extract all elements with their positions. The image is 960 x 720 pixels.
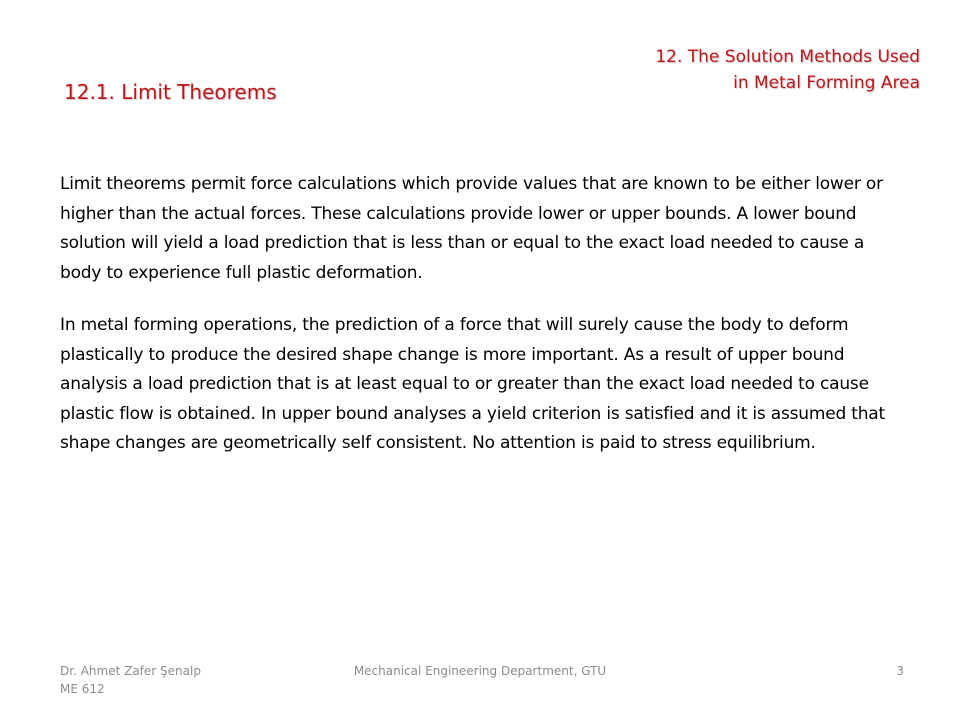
footer-author: Dr. Ahmet Zafer Şenalp xyxy=(60,664,201,678)
chapter-title xyxy=(560,44,920,96)
section-title: 12.1. Limit Theorems xyxy=(64,80,277,104)
chapter-title-line-1: 12. The Solution Methods Used xyxy=(655,47,920,67)
chapter-title-line-2: in Metal Forming Area xyxy=(733,73,920,93)
footer-page-number: 3 xyxy=(896,664,904,678)
footer-author-block xyxy=(60,662,280,698)
paragraph-lower-bound: Limit theorems permit force calculations which provide values that are known to be either lower or higher than the actual forces. These calculations provide lower or upper bounds. A lower bound solution will yield a load prediction that is less than or equal to the exact load needed to cause a body to experience full plastic deformation. xyxy=(60,174,883,283)
paragraph-upper-bound: In metal forming operations, the prediction of a force that will surely cause the body to deform plastically to produce the desired shape change is more important. As a result of upper bound analysis a load prediction that is at least equal to or greater than the exact load needed to cause plastic flow is obtained. In upper bound analyses a yield criterion is satisfied and it is assumed that shape changes are geometrically self consistent. No attention is paid to stress equilibrium. xyxy=(60,315,885,453)
footer-course: ME 612 xyxy=(60,682,105,696)
footer-department: Mechanical Engineering Department, GTU xyxy=(353,664,607,678)
body-text xyxy=(60,170,910,482)
